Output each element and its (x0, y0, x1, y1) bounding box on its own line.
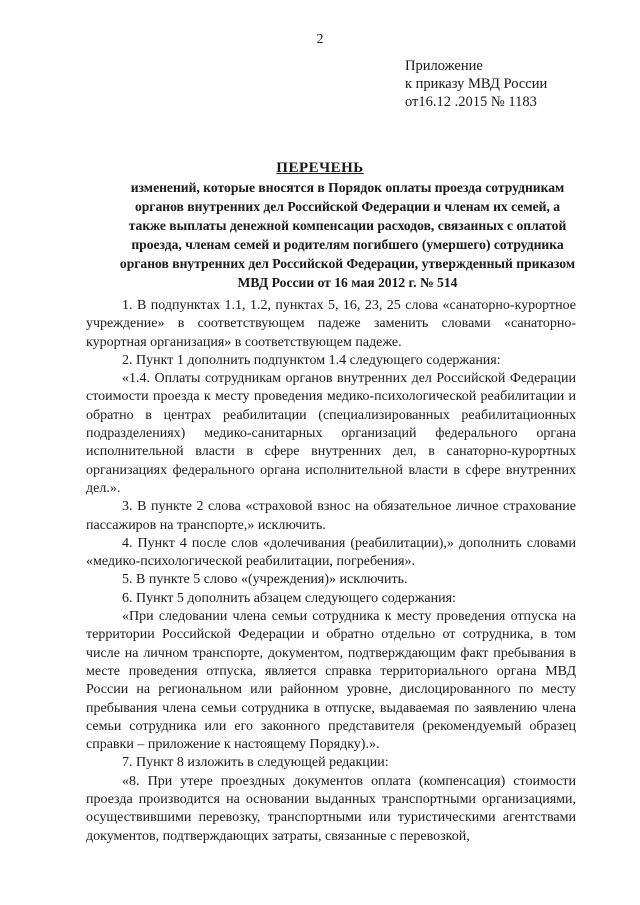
paragraph: «1.4. Оплаты сотрудникам органов внутренних дел Российской Федерации стоимости проезда к месту проведения медико-психологической реабилитации и обратно в центрах реабилитации (специализированных реабилитационных подразделениях) медико-санитарных организаций федерального органа исполнительной власти в сфере внутренних дел, в санаторно-курортных организациях федерального органа исполнительной власти в сфере внутренних дел.». (86, 371, 576, 496)
paragraph: 6. Пункт 5 дополнить абзацем следующего содержания: (122, 590, 456, 606)
page-number: 2 (316, 32, 324, 47)
paragraph: «При следовании члена семьи сотрудника к месту проведения отпуска на территории Российской Федерации и обратно отдельно от сотрудника, в том числе на личном транспорте, документом, подтверждающим факт пребывания в месте проведения отпуска, является справка территориального органа МВД России на региональном или районном уровне, дислоцированного по месту пребывания члена семьи сотрудника в отпуске, выдаваемая по заявлению члена семьи сотрудника или его законного представителя (рекомендуемый образец справки – приложение к настоящему Порядку).». (86, 609, 576, 753)
subtitle-line: органов внутренних дел Российской Федерации, утвержденный приказом (119, 256, 576, 271)
subtitle-line: органов внутренних дел Российской Федерации и членам их семей, а (134, 199, 561, 214)
subtitle-line: МВД России от 16 мая 2012 г. № 514 (237, 275, 458, 290)
paragraph: 7. Пункт 8 изложить в следующей редакции: (122, 755, 389, 771)
appendix-line: Приложение (405, 58, 483, 74)
appendix-line: от16.12 .2015 № 1183 (405, 94, 537, 110)
paragraph: 3. В пункте 2 слова «страховой взнос на обязательное личное страхование пассажиров на транспорте,» исключить. (86, 499, 576, 533)
paragraph: «8. При утере проездных документов оплата (компенсация) стоимости проезда производится на основании выданных транспортными организациями, осуществившими перевозку, транспортными или туристическими агентствами документов, подтверждающих затраты, связанные с перевозкой, (86, 773, 576, 844)
document-body (86, 297, 576, 846)
subtitle-line: также выплаты денежной компенсации расходов, связанных с оплатой (128, 218, 567, 233)
document-title: ПЕРЕЧЕНЬ (276, 160, 364, 176)
subtitle-line: проезда, членам семей и родителям погибшего (умершего) сотрудника (131, 237, 564, 252)
appendix-line: к приказу МВД России (405, 76, 548, 92)
paragraph: 5. В пункте 5 слово «(учреждения)» исключить. (122, 572, 408, 588)
paragraph: 2. Пункт 1 дополнить подпунктом 1.4 следующего содержания: (122, 352, 501, 368)
subtitle-line: изменений, которые вносятся в Порядок оплаты проезда сотрудникам (130, 180, 565, 195)
paragraph: 1. В подпунктах 1.1, 1.2, пунктах 5, 16, 23, 25 слова «санаторно-курортное учреждение» в соответствующем падеже заменить словами «санаторно-курортная организация» в соответствующем падеже. (86, 298, 576, 350)
document-subtitle (115, 178, 580, 292)
paragraph: 4. Пункт 4 после слов «долечивания (реабилитации),» дополнить словами «медико-психологической реабилитации, погребения». (86, 535, 576, 570)
appendix-block (405, 57, 605, 111)
